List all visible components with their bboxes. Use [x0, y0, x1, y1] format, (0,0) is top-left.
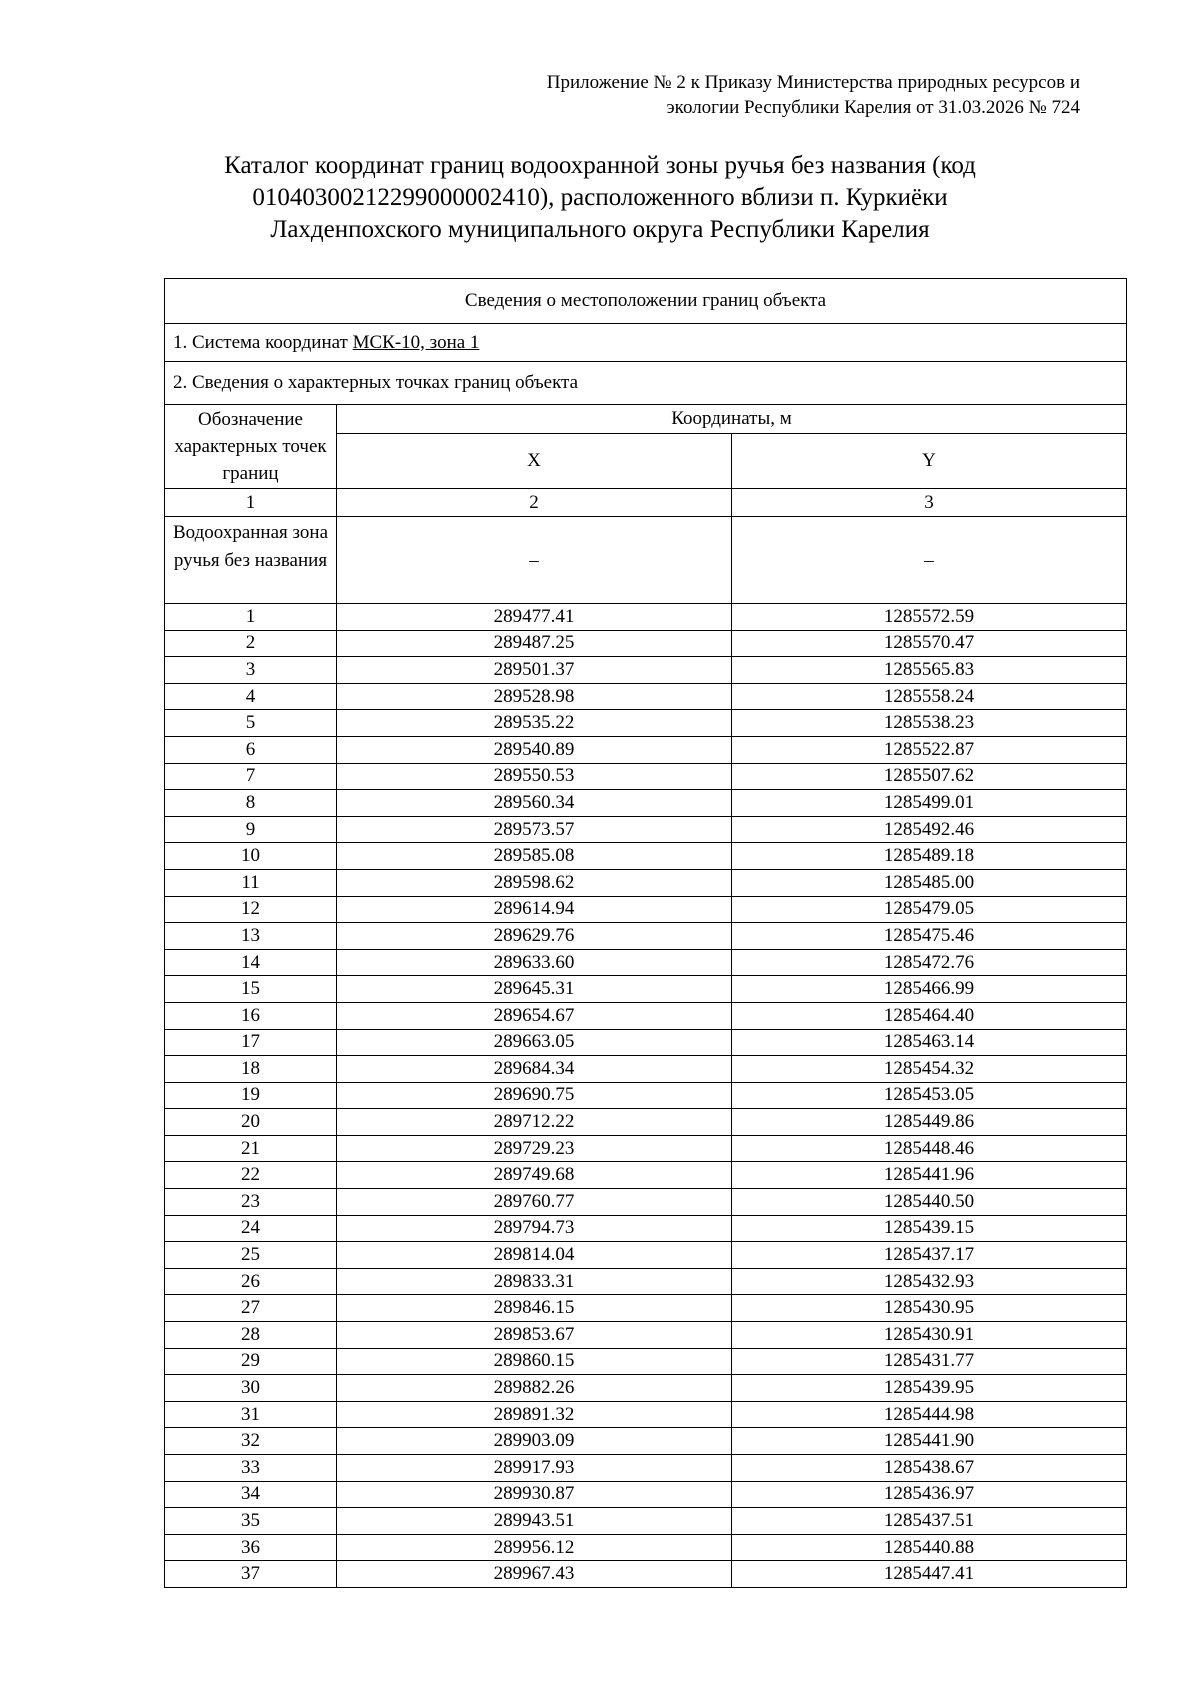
point-x: 289663.05	[337, 1029, 732, 1056]
points-info-row	[165, 362, 1127, 405]
point-y: 1285464.40	[732, 1002, 1127, 1029]
point-number: 12	[165, 896, 337, 923]
point-row	[165, 736, 1127, 763]
point-x: 289645.31	[337, 976, 732, 1003]
point-x: 289573.57	[337, 816, 732, 843]
point-row	[165, 683, 1127, 710]
point-x: 289930.87	[337, 1481, 732, 1508]
point-x: 289487.25	[337, 630, 732, 657]
point-row	[165, 1428, 1127, 1455]
point-y: 1285437.51	[732, 1508, 1127, 1535]
zone-x-dash: –	[529, 550, 539, 571]
point-x: 289477.41	[337, 604, 732, 631]
point-y: 1285558.24	[732, 683, 1127, 710]
point-y: 1285572.59	[732, 604, 1127, 631]
point-x: 289917.93	[337, 1455, 732, 1482]
point-row	[165, 1056, 1127, 1083]
point-y: 1285439.95	[732, 1375, 1127, 1402]
point-number: 21	[165, 1135, 337, 1162]
point-number: 18	[165, 1056, 337, 1083]
point-y: 1285538.23	[732, 710, 1127, 737]
point-number: 22	[165, 1162, 337, 1189]
point-row	[165, 1082, 1127, 1109]
point-y: 1285475.46	[732, 923, 1127, 950]
coords-header-row	[165, 405, 1127, 434]
point-row	[165, 1002, 1127, 1029]
point-y: 1285449.86	[732, 1109, 1127, 1136]
point-x: 289729.23	[337, 1135, 732, 1162]
point-x: 289540.89	[337, 736, 732, 763]
point-number: 19	[165, 1082, 337, 1109]
point-row	[165, 1162, 1127, 1189]
point-x: 289654.67	[337, 1002, 732, 1029]
point-row	[165, 1189, 1127, 1216]
coordinate-system-row	[165, 324, 1127, 362]
point-x: 289882.26	[337, 1375, 732, 1402]
point-y: 1285453.05	[732, 1082, 1127, 1109]
point-x: 289956.12	[337, 1534, 732, 1561]
point-row	[165, 1029, 1127, 1056]
points-info: 2. Сведения о характерных точках границ объекта	[165, 362, 1127, 405]
point-number: 24	[165, 1215, 337, 1242]
point-number: 31	[165, 1401, 337, 1428]
col-number-3: 3	[732, 489, 1127, 517]
point-row	[165, 869, 1127, 896]
point-row	[165, 1561, 1127, 1588]
point-row	[165, 1295, 1127, 1322]
point-y: 1285447.41	[732, 1561, 1127, 1588]
point-y: 1285438.67	[732, 1455, 1127, 1482]
point-row	[165, 1455, 1127, 1482]
title-line-2: 01040300212299000002410), расположенного вблизи п. Куркиёки	[252, 184, 948, 211]
point-row	[165, 1348, 1127, 1375]
point-number: 13	[165, 923, 337, 950]
zone-row	[165, 517, 1127, 604]
point-x: 289598.62	[337, 869, 732, 896]
point-number: 25	[165, 1242, 337, 1269]
point-y: 1285565.83	[732, 657, 1127, 684]
point-row	[165, 843, 1127, 870]
point-number: 17	[165, 1029, 337, 1056]
point-y: 1285441.96	[732, 1162, 1127, 1189]
point-x: 289684.34	[337, 1056, 732, 1083]
point-y: 1285463.14	[732, 1029, 1127, 1056]
point-number: 37	[165, 1561, 337, 1588]
table-heading-row	[165, 279, 1127, 324]
point-x: 289550.53	[337, 763, 732, 790]
point-x: 289629.76	[337, 923, 732, 950]
table-heading: Сведения о местоположении границ объекта	[165, 279, 1127, 324]
point-x: 289814.04	[337, 1242, 732, 1269]
point-x: 289633.60	[337, 949, 732, 976]
point-x: 289794.73	[337, 1215, 732, 1242]
point-x: 289535.22	[337, 710, 732, 737]
point-number: 2	[165, 630, 337, 657]
zone-label: Водоохранная зона ручья без названия	[165, 517, 337, 604]
point-row	[165, 923, 1127, 950]
point-y: 1285485.00	[732, 869, 1127, 896]
document-title	[160, 150, 1040, 246]
point-y: 1285430.91	[732, 1322, 1127, 1349]
point-number: 7	[165, 763, 337, 790]
point-number: 20	[165, 1109, 337, 1136]
point-row	[165, 630, 1127, 657]
point-row	[165, 1375, 1127, 1402]
col-coords-header: Координаты, м	[337, 405, 1127, 434]
point-x: 289749.68	[337, 1162, 732, 1189]
point-row	[165, 896, 1127, 923]
point-number: 26	[165, 1268, 337, 1295]
point-number: 32	[165, 1428, 337, 1455]
point-y: 1285466.99	[732, 976, 1127, 1003]
point-x: 289712.22	[337, 1109, 732, 1136]
point-y: 1285522.87	[732, 736, 1127, 763]
point-row	[165, 976, 1127, 1003]
point-x: 289943.51	[337, 1508, 732, 1535]
appendix-line-1: Приложение № 2 к Приказу Министерства природных ресурсов и	[546, 72, 1080, 93]
point-y: 1285437.17	[732, 1242, 1127, 1269]
point-number: 23	[165, 1189, 337, 1216]
point-y: 1285472.76	[732, 949, 1127, 976]
point-row	[165, 604, 1127, 631]
point-y: 1285436.97	[732, 1481, 1127, 1508]
point-row	[165, 949, 1127, 976]
point-y: 1285489.18	[732, 843, 1127, 870]
point-number: 1	[165, 604, 337, 631]
point-x: 289967.43	[337, 1561, 732, 1588]
point-row	[165, 1322, 1127, 1349]
point-number: 28	[165, 1322, 337, 1349]
point-row	[165, 1268, 1127, 1295]
col-number-2: 2	[337, 489, 732, 517]
point-x: 289760.77	[337, 1189, 732, 1216]
point-number: 29	[165, 1348, 337, 1375]
point-x: 289690.75	[337, 1082, 732, 1109]
point-row	[165, 1135, 1127, 1162]
point-y: 1285570.47	[732, 630, 1127, 657]
point-y: 1285444.98	[732, 1401, 1127, 1428]
coordinates-table	[164, 278, 1127, 1588]
point-y: 1285439.15	[732, 1215, 1127, 1242]
coordinate-system-prefix: 1. Система координат	[173, 331, 353, 353]
col-y-header: Y	[732, 434, 1127, 489]
point-number: 14	[165, 949, 337, 976]
point-row	[165, 1481, 1127, 1508]
point-row	[165, 1215, 1127, 1242]
point-y: 1285431.77	[732, 1348, 1127, 1375]
point-x: 289560.34	[337, 790, 732, 817]
point-x: 289853.67	[337, 1322, 732, 1349]
point-x: 289501.37	[337, 657, 732, 684]
point-x: 289528.98	[337, 683, 732, 710]
appendix-note	[440, 70, 1080, 120]
point-number: 10	[165, 843, 337, 870]
point-row	[165, 1534, 1127, 1561]
point-row	[165, 1242, 1127, 1269]
point-y: 1285479.05	[732, 896, 1127, 923]
col-designation-header: Обозначение характерных точек границ	[165, 405, 337, 489]
coordinate-system-value: МСК-10, зона 1	[352, 331, 480, 353]
point-y: 1285454.32	[732, 1056, 1127, 1083]
point-number: 15	[165, 976, 337, 1003]
point-number: 27	[165, 1295, 337, 1322]
point-y: 1285430.95	[732, 1295, 1127, 1322]
point-y: 1285440.50	[732, 1189, 1127, 1216]
point-y: 1285507.62	[732, 763, 1127, 790]
column-number-row	[165, 489, 1127, 517]
point-row	[165, 790, 1127, 817]
point-number: 33	[165, 1455, 337, 1482]
appendix-line-2: экологии Республики Карелия от 31.03.2026 № 724	[666, 97, 1080, 118]
point-number: 34	[165, 1481, 337, 1508]
coordinate-system	[165, 324, 1127, 362]
point-number: 16	[165, 1002, 337, 1029]
point-y: 1285448.46	[732, 1135, 1127, 1162]
point-number: 8	[165, 790, 337, 817]
point-row	[165, 710, 1127, 737]
point-row	[165, 816, 1127, 843]
point-x: 289891.32	[337, 1401, 732, 1428]
point-y: 1285499.01	[732, 790, 1127, 817]
point-number: 36	[165, 1534, 337, 1561]
point-y: 1285441.90	[732, 1428, 1127, 1455]
point-number: 9	[165, 816, 337, 843]
zone-y	[732, 517, 1127, 604]
point-row	[165, 1109, 1127, 1136]
point-x: 289833.31	[337, 1268, 732, 1295]
point-x: 289846.15	[337, 1295, 732, 1322]
zone-x	[337, 517, 732, 604]
point-number: 3	[165, 657, 337, 684]
point-y: 1285492.46	[732, 816, 1127, 843]
point-number: 11	[165, 869, 337, 896]
point-y: 1285432.93	[732, 1268, 1127, 1295]
point-row	[165, 1508, 1127, 1535]
point-x: 289585.08	[337, 843, 732, 870]
point-row	[165, 763, 1127, 790]
point-x: 289860.15	[337, 1348, 732, 1375]
col-x-header: X	[337, 434, 732, 489]
point-x: 289614.94	[337, 896, 732, 923]
point-x: 289903.09	[337, 1428, 732, 1455]
title-line-1: Каталог координат границ водоохранной зоны ручья без названия (код	[224, 152, 976, 179]
point-y: 1285440.88	[732, 1534, 1127, 1561]
point-number: 5	[165, 710, 337, 737]
point-number: 6	[165, 736, 337, 763]
zone-y-dash: –	[924, 550, 934, 571]
point-row	[165, 1401, 1127, 1428]
point-row	[165, 657, 1127, 684]
point-number: 30	[165, 1375, 337, 1402]
title-line-3: Лахденпохского муниципального округа Республики Карелия	[270, 216, 930, 243]
point-number: 35	[165, 1508, 337, 1535]
col-number-1: 1	[165, 489, 337, 517]
point-number: 4	[165, 683, 337, 710]
